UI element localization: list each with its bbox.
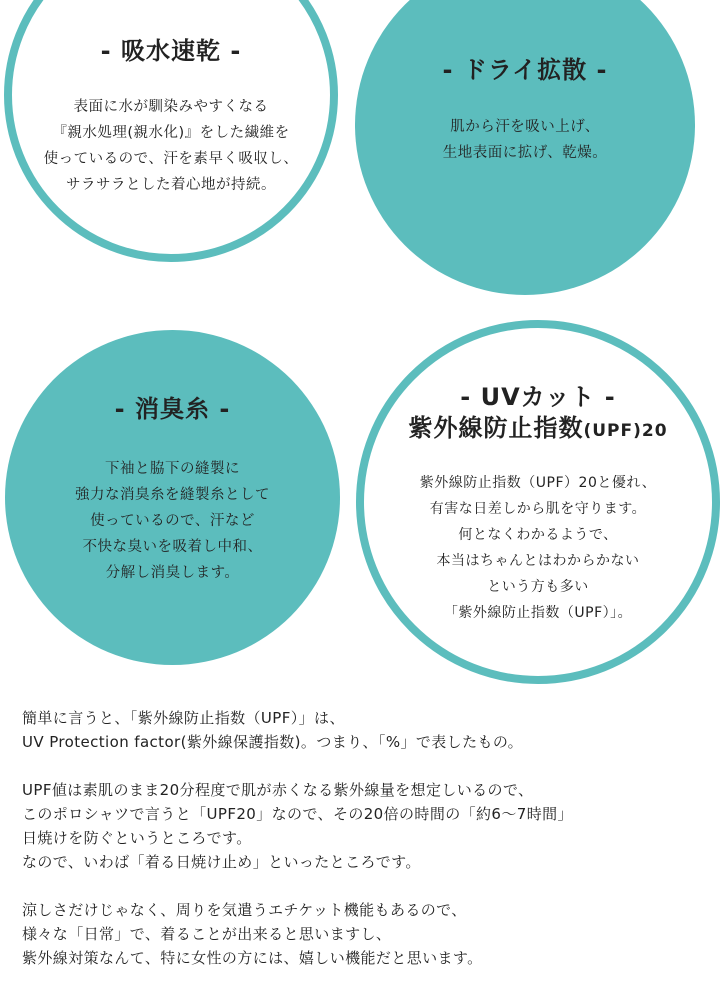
description-line: 肌から汗を吸い上げ、 (450, 119, 600, 135)
paragraph-line: UV Protection factor(紫外線保護指数)。つまり、「%」で表したもの。 (22, 733, 524, 751)
feature-circle-quick-dry (4, 0, 338, 262)
paragraph-line: 紫外線対策なんて、特に女性の方には、嬉しい機能だと思います。 (22, 949, 483, 967)
description-line: 使っているので、汗を素早く吸収し、 (43, 151, 299, 167)
paragraph-line: 簡単に言うと、「紫外線防止指数（UPF）」は、 (22, 709, 345, 727)
paragraph-line: 涼しさだけじゃなく、周りを気遣うエチケット機能もあるので、 (22, 901, 467, 919)
description-line: 表面に水が馴染みやすくなる (73, 99, 269, 115)
paragraph-line: UPF値は素肌のまま20分程度で肌が赤くなる紫外線量を想定しいるので、 (22, 781, 534, 799)
description-line: 不快な臭いを吸着し中和、 (82, 539, 263, 555)
subtitle-small: (UPF)20 (583, 421, 668, 442)
description-line: という方も多い (487, 579, 589, 595)
paragraph-line: 日焼けを防ぐというところです。 (22, 829, 252, 847)
subtitle-main: 紫外線防止指数 (408, 414, 584, 443)
feature-circle-uv-cut (356, 320, 720, 684)
description-line: 下袖と脇下の縫製に (105, 461, 240, 477)
feature-circle-dry-diffusion (355, 0, 695, 295)
description-line: 有害な日差しから肌を守ります。 (429, 501, 647, 517)
feature-description (355, 114, 695, 166)
paragraph-line: なので、いわば「着る日焼け止め」といったところです。 (22, 853, 421, 871)
feature-description (12, 94, 330, 198)
feature-title: - 吸水速乾 - (100, 37, 242, 65)
description-line: 本当はちゃんとはわからかない (436, 553, 640, 569)
feature-description (364, 470, 712, 626)
paragraph-upf-definition (22, 706, 702, 754)
feature-description (5, 456, 340, 586)
description-line: 強力な消臭糸を縫製糸として (75, 487, 270, 503)
feature-title: - ドライ拡散 - (442, 56, 608, 84)
description-line: 何となくわかるようで、 (458, 527, 618, 543)
feature-title-block (364, 382, 712, 444)
paragraph-line: 様々な「日常」で、着ることが出来ると思いますし、 (22, 925, 392, 943)
description-line: 分解し消臭します。 (105, 565, 240, 581)
feature-title: - UVカット - (460, 383, 616, 411)
explanation-text (22, 706, 702, 994)
paragraph-upf-value (22, 778, 702, 874)
description-line: 生地表面に拡げ、乾燥。 (442, 145, 608, 161)
description-line: 『親水処理(親水化)』をした繊維を (52, 125, 290, 141)
description-line: 紫外線防止指数（UPF）20と優れ、 (419, 475, 657, 491)
paragraph-closing (22, 898, 702, 970)
description-line: 「紫外線防止指数（UPF）」。 (443, 605, 633, 621)
paragraph-line: このポロシャツで言うと「UPF20」なので、その20倍の時間の「約6〜7時間」 (22, 805, 573, 823)
feature-title: - 消臭糸 - (114, 395, 231, 423)
feature-subtitle (364, 413, 712, 444)
feature-circle-deodorant-thread (5, 330, 340, 665)
description-line: サラサラとした着心地が持続。 (66, 177, 276, 193)
description-line: 使っているので、汗など (90, 513, 255, 529)
